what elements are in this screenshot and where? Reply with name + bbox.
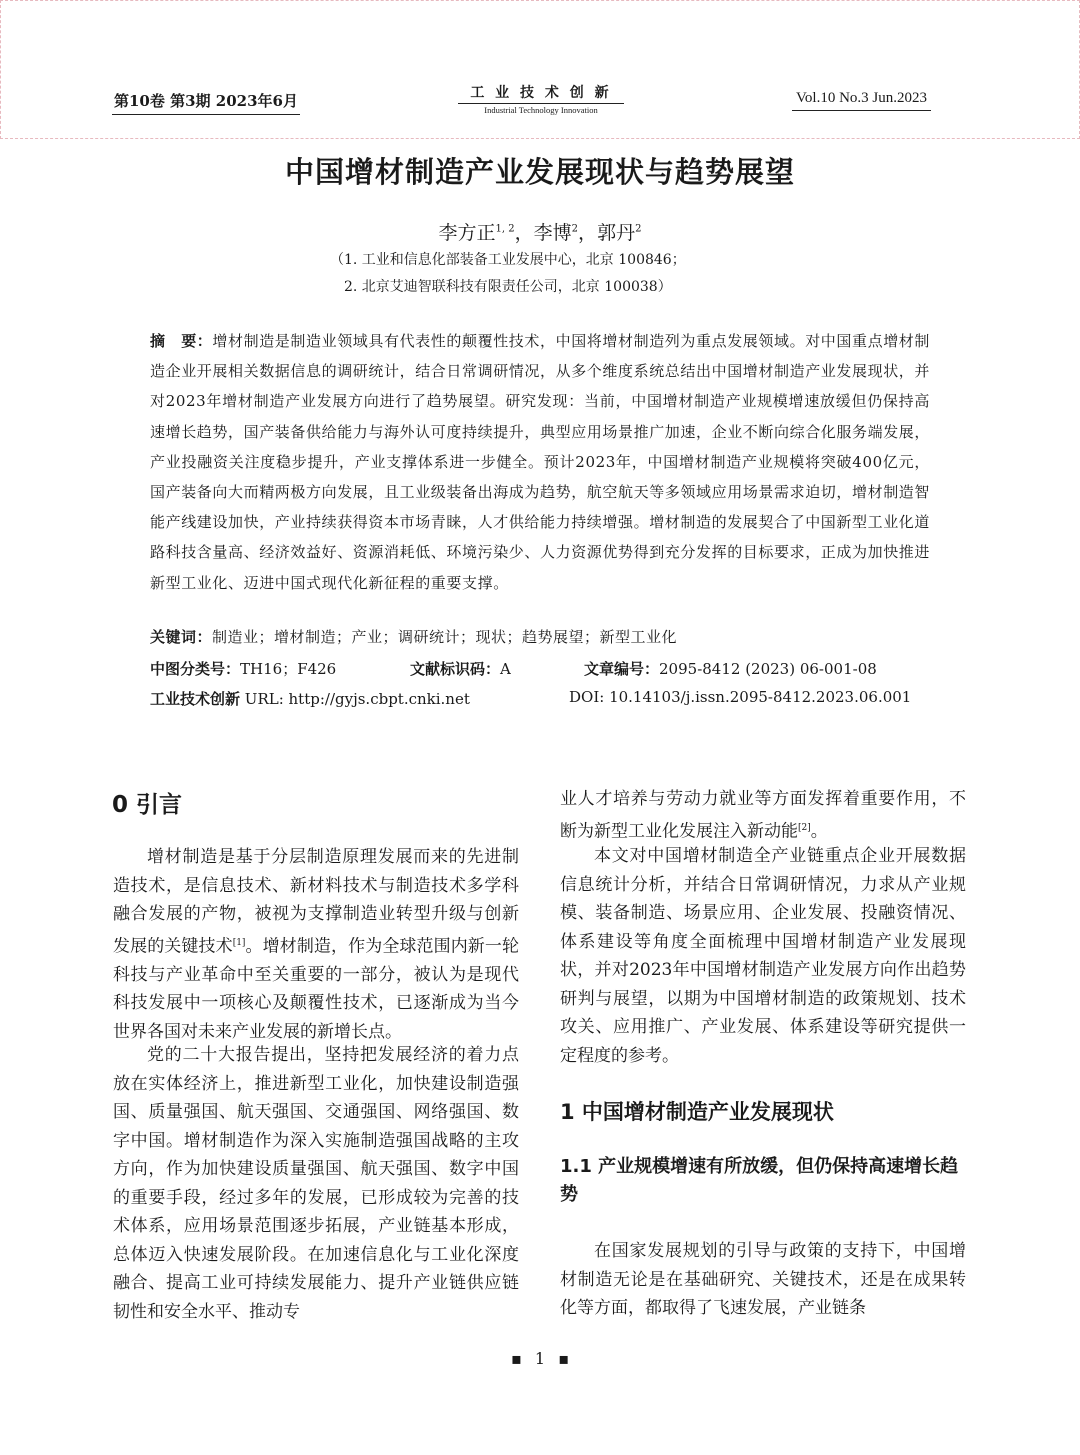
abstract-text: 增材制造是制造业领域具有代表性的颠覆性技术，中国将增材制造列为重点发展领域。对中国重点增材制造企业开展相关数据信息的调研统计，结合日常调研情况，从多个维度系统总结出中国增材制造产业发展现状，并对2023年增材制造产业发展方向进行了趋势展望。研究发现：当前，中国增材制造产业规模增速放缓但仍保持高速增长趋势，国产装备供给能力与海外认可度持续提升，典型应用场景推广加速，企业不断向综合化服务端发展，产业投融资关注度稳步提升，产业支撑体系进一步健全。预计2023年，中国增材制造产业规模将突破400亿元，国产装备向大而精两极方向发展，且工业级装备出海成为趋势，航空航天等多领域应用场景需求迫切，增材制造智能产线建设加快，产业持续获得资本市场青睐，人才供给能力持续增强。增材制造的发展契合了中国新型工业化道路科技含量高、经济效益好、资源消耗低、环境污染少、人力资源优势得到充分发挥的目标要求，正成为加快推进新型工业化、迈进中国式现代化新征程的重要支撑。 [150, 332, 931, 592]
clc-number [150, 658, 336, 679]
journal-url-label: 工业技术创新 [150, 690, 241, 708]
paragraph-text: 在国家发展规划的引导与政策的支持下，中国增材制造无论是在基础研究、关键技术，还是在成果转化等方面，都取得了飞速发展，产业链条 [560, 1241, 966, 1318]
abstract-label: 摘 要： [150, 332, 213, 350]
paragraph-text: 本文对中国增材制造全产业链重点企业开展数据信息统计分析，并结合日常调研情况，力求从产业规模、装备制造、场景应用、企业发展、投融资情况、体系建设等角度全面梳理中国增材制造产业发展现状，并对2023年中国增材制造产业发展方向作出趋势研判与展望，以期为中国增材制造的政策规划、技术攻关、应用推广、产业发展、体系建设等研究提供一定程度的参考。 [560, 846, 966, 1066]
journal-name [458, 82, 624, 115]
article-number [584, 658, 877, 679]
body-paragraph [560, 842, 966, 1070]
paragraph-text: 。增材制造，作为全球范围内新一轮科技与产业革命中至关重要的一部分，被认为是现代科技发展中一项核心及颠覆性技术，已逐渐成为当今世界各国对未来产业发展的新增长点。 [113, 936, 520, 1042]
doc-code-value: A [500, 660, 511, 678]
author-name: 李博 [533, 222, 572, 244]
document-code [410, 658, 511, 679]
doc-code-label: 文献标识码： [410, 660, 501, 678]
paragraph-text: 增材制造是基于分层制造原理发展而来的先进制造技术，是信息技术、新材料技术与制造技术多学科融合发展的产物，被视为支撑制造业转型升级与创新发展的关键技术 [113, 847, 519, 957]
body-paragraph [113, 843, 519, 1046]
citation-ref[interactable]: [1] [232, 937, 246, 948]
issue-info: 第10卷 第3期 2023年6月 [112, 90, 300, 115]
affiliation-line: 2. 北京艾迪智联科技有限责任公司，北京 100038） [344, 279, 672, 295]
affiliations [330, 247, 760, 301]
keywords-text: 制造业；增材制造；产业；调研统计；现状；趋势展望；新型工业化 [212, 628, 678, 646]
body-paragraph [560, 1237, 966, 1323]
page-number-value: 1 [534, 1349, 546, 1368]
clc-label: 中图分类号： [150, 660, 241, 678]
journal-name-en: Industrial Technology Innovation [484, 105, 598, 115]
section-heading: 0 引言 [112, 792, 183, 818]
author-affil-mark: 2 [571, 223, 579, 235]
section-heading: 1 中国增材制造产业发展现状 [560, 1100, 834, 1124]
journal-name-cn: 工 业 技 术 创 新 [458, 82, 624, 104]
bullet-icon: ▪ [558, 1349, 570, 1368]
doi[interactable]: DOI: 10.14103/j.issn.2095-8412.2023.06.001 [569, 688, 912, 706]
paragraph-text: 。 [810, 821, 828, 842]
keywords [150, 626, 677, 647]
journal-url [150, 688, 470, 709]
bullet-icon: ▪ [510, 1349, 522, 1368]
clc-value: TH16；F426 [240, 660, 337, 678]
author-name: 李方正 [438, 222, 496, 244]
author-name: 郭丹 [597, 222, 636, 244]
subsection-heading: 1.1 产业规模增速有所放缓，但仍保持高速增长趋势 [560, 1156, 959, 1205]
affiliation-line: （1. 工业和信息化部装备工业发展中心，北京 100846； [330, 252, 686, 268]
author-affil-mark: 2 [635, 223, 642, 235]
abstract [150, 326, 930, 598]
author-affil-mark: 1, 2 [495, 223, 515, 235]
paragraph-text: 业人才培养与劳动力就业等方面发挥着重要作用，不断为新型工业化发展注入新动能 [560, 789, 966, 842]
citation-ref[interactable]: [2] [798, 822, 811, 833]
page-number [0, 1349, 1080, 1368]
body-paragraph [113, 1041, 519, 1326]
paper-title: 中国增材制造产业发展现状与趋势展望 [284, 155, 795, 189]
author-list: 李方正$^{1, 2}$，李博$^2$，郭丹$^2$ [438, 222, 642, 244]
paragraph-text: 党的二十大报告提出，坚持把发展经济的着力点放在实体经济上，推进新型工业化，加快建设制造强国、质量强国、航天强国、交通强国、网络强国、数字中国。增材制造作为深入实施制造强国战略的主攻方向，作为加快建设质量强国、航天强国、数字中国的重要手段，经过多年的发展，已形成较为完善的技术体系，应用场景范围逐步拓展，产业链基本形成，总体迈入快速发展阶段。在加速信息化与工业化深度融合、提高工业可持续发展能力、提升产业链供应链韧性和安全水平、推动专 [113, 1045, 519, 1322]
keywords-label: 关键词： [150, 628, 213, 646]
journal-url-link[interactable]: URL: http://gyjs.cbpt.cnki.net [244, 690, 470, 708]
volume-info: Vol.10 No.3 Jun.2023 [792, 90, 931, 111]
body-paragraph [560, 785, 966, 846]
article-number-label: 文章编号： [584, 660, 660, 678]
article-number-value: 2095-8412 (2023) 06-001-08 [659, 660, 877, 678]
header-region [0, 0, 1080, 139]
